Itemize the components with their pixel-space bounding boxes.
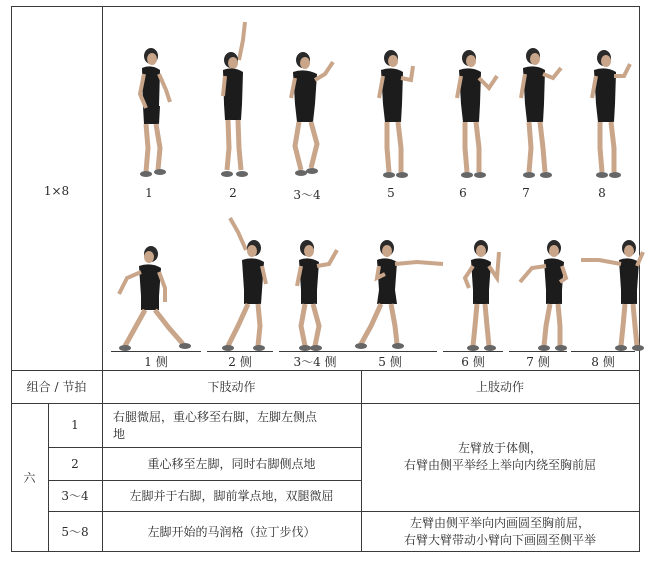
lower-row-4: 左脚开始的马润格（拉丁步伐） bbox=[147, 525, 316, 539]
caption-row2-6: 6 侧 bbox=[461, 355, 485, 369]
caption-row2-2: 2 侧 bbox=[228, 355, 252, 369]
caption-rule-1 bbox=[111, 351, 201, 352]
upper-last-line-1: 左臂由侧平举向内画圆至胸前屈， bbox=[409, 516, 590, 530]
row-divider-images bbox=[11, 370, 640, 371]
dance-figure-2 bbox=[211, 20, 261, 180]
header-upper-body: 上肢动作 bbox=[475, 380, 524, 394]
dance-figure-3-4 bbox=[281, 50, 341, 180]
row-divider-2 bbox=[48, 480, 361, 481]
table-border-top bbox=[11, 6, 640, 7]
lower-row-1-line-2: 地 bbox=[113, 427, 126, 441]
header-lower-body: 下肢动作 bbox=[207, 380, 256, 394]
dance-figure-2-side bbox=[216, 216, 276, 354]
dance-figure-1-side bbox=[115, 242, 195, 352]
dance-table bbox=[11, 6, 640, 552]
caption-rule-4 bbox=[343, 351, 437, 352]
caption-rule-7 bbox=[571, 351, 635, 352]
dance-figure-6 bbox=[451, 46, 506, 181]
lower-row-3: 左脚并于右脚，脚前掌点地，双腿微屈 bbox=[129, 489, 334, 503]
caption-row1-6: 6 bbox=[459, 186, 467, 200]
dance-figure-8 bbox=[586, 46, 636, 181]
rep-label: 1×8 bbox=[43, 184, 70, 198]
caption-rule-6 bbox=[509, 351, 567, 352]
caption-rule-2 bbox=[207, 351, 273, 352]
row-divider-1 bbox=[48, 447, 361, 448]
caption-row2-5: 5 侧 bbox=[378, 355, 402, 369]
dance-figure-1 bbox=[126, 44, 176, 179]
beat-row-3: 3～4 bbox=[61, 489, 89, 503]
header-group-beat: 组合 / 节拍 bbox=[26, 380, 87, 394]
row-divider-header bbox=[11, 403, 640, 404]
upper-merged-line-2: 右臂由侧平举经上举向内绕至胸前屈 bbox=[403, 458, 596, 472]
beat-row-4: 5～8 bbox=[61, 525, 89, 539]
upper-last-line-2: 右臂大臂带动小臂向下画圆至侧平举 bbox=[403, 533, 596, 547]
dance-figure-7-side bbox=[516, 238, 576, 354]
caption-row2-1: 1 侧 bbox=[144, 355, 168, 369]
dance-figure-6-side bbox=[459, 238, 514, 354]
beat-row-2: 2 bbox=[71, 457, 79, 471]
caption-row1-8: 8 bbox=[598, 186, 606, 200]
caption-row1-7: 7 bbox=[522, 186, 530, 200]
dance-figure-8-side bbox=[579, 238, 651, 354]
caption-row1-1: 1 bbox=[145, 186, 153, 200]
caption-row1-5: 5 bbox=[387, 186, 395, 200]
dance-figure-5 bbox=[371, 46, 426, 181]
caption-row1-3-4: 3～4 bbox=[293, 188, 321, 202]
group-label: 六 bbox=[23, 471, 36, 485]
caption-row2-8: 8 侧 bbox=[591, 355, 615, 369]
caption-row2-3-4: 3～4 侧 bbox=[293, 355, 337, 369]
row-divider-3 bbox=[48, 511, 639, 512]
caption-row1-2: 2 bbox=[229, 186, 237, 200]
lower-row-1-line-1: 右腿微屈，重心移至右脚，左脚左侧点 bbox=[113, 410, 318, 424]
upper-merged-line-1: 左臂放于体侧， bbox=[457, 441, 542, 455]
lower-row-2: 重心移至左脚，同时右脚侧点地 bbox=[147, 457, 316, 471]
dance-figure-7 bbox=[511, 44, 571, 181]
table-border-bottom bbox=[11, 551, 640, 552]
dance-figure-5-side bbox=[351, 238, 451, 354]
beat-row-1: 1 bbox=[71, 418, 79, 432]
caption-rule-5 bbox=[443, 351, 503, 352]
dance-figure-3-4-side bbox=[293, 238, 348, 354]
caption-row2-7: 7 侧 bbox=[526, 355, 550, 369]
caption-rule-3 bbox=[279, 351, 351, 352]
